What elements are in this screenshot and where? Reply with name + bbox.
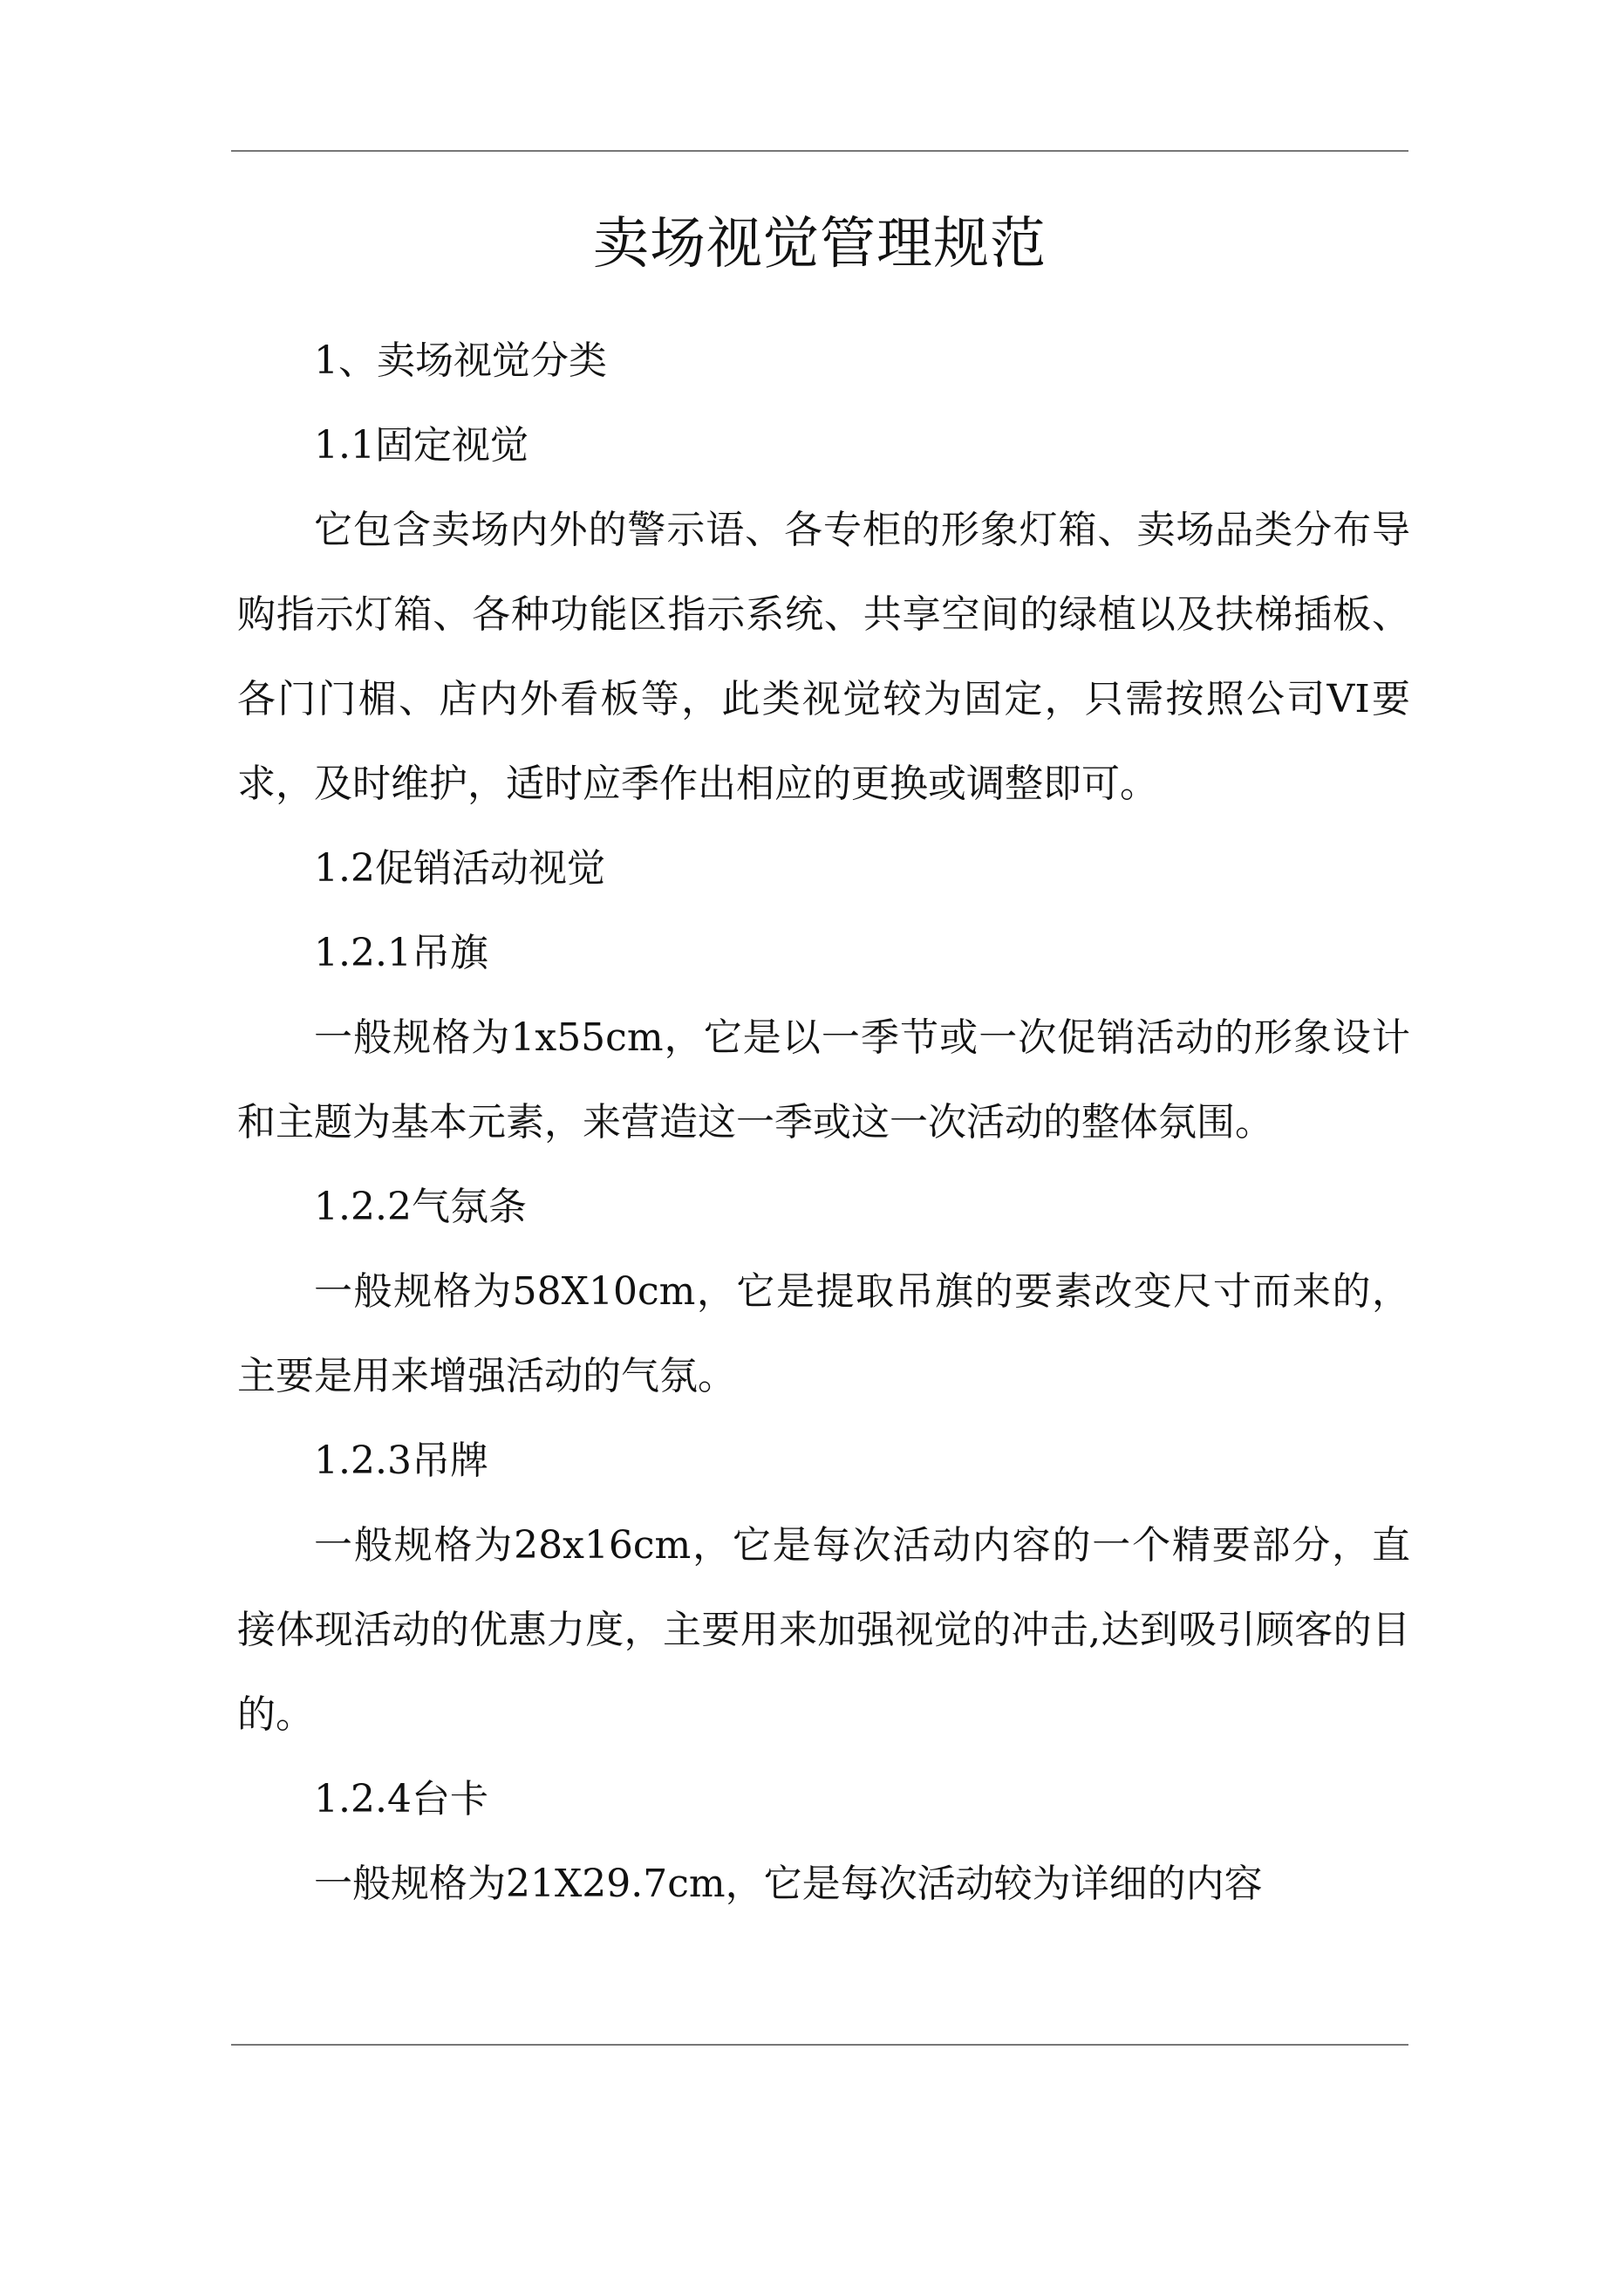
section-heading-1-2: 1.2促销活动视觉	[314, 846, 605, 891]
document-title: 卖场视觉管理规范	[593, 212, 1047, 277]
header-rule	[231, 150, 1408, 152]
section-heading-1: 1、卖场视觉分类	[314, 338, 607, 383]
footer-rule	[231, 2044, 1408, 2046]
body-paragraph-atmosphere-strip: 一般规格为58X10cm，它是提取吊旗的要素改变尺寸而来的，主要是用来增强活动的气氛。	[237, 1269, 1410, 1398]
body-paragraph-banner: 一般规格为1x55cm，它是以一季节或一次促销活动的形象设计和主题为基本元素，来营造这一季或这一次活动的整体氛围。	[237, 1015, 1410, 1145]
body-paragraph-hang-tag: 一般规格为28x16cm，它是每次活动内容的一个精要部分，直接体现活动的优惠力度，主要用来加强视觉的冲击,达到吸引顾客的目的。	[237, 1523, 1410, 1737]
document-body	[237, 318, 1410, 1926]
section-heading-1-2-2: 1.2.2气氛条	[314, 1185, 527, 1229]
body-paragraph-fixed-visual: 它包含卖场内外的警示语、各专柜的形象灯箱、卖场品类分布导购指示灯箱、各种功能区指示系统、共享空间的绿植以及扶梯插板、各门门楣、店内外看板等，此类视觉较为固定，只需按照公司VI要求，及时维护，适时应季作出相应的更换或调整即可。	[237, 508, 1410, 806]
body-paragraph-table-card: 一般规格为21X29.7cm，它是每次活动较为详细的内容	[314, 1862, 1263, 1906]
section-heading-1-2-1: 1.2.1吊旗	[314, 931, 488, 975]
section-heading-1-1: 1.1固定视觉	[314, 423, 528, 468]
section-heading-1-2-3: 1.2.3吊牌	[314, 1438, 488, 1483]
section-heading-1-2-4: 1.2.4台卡	[314, 1777, 488, 1821]
